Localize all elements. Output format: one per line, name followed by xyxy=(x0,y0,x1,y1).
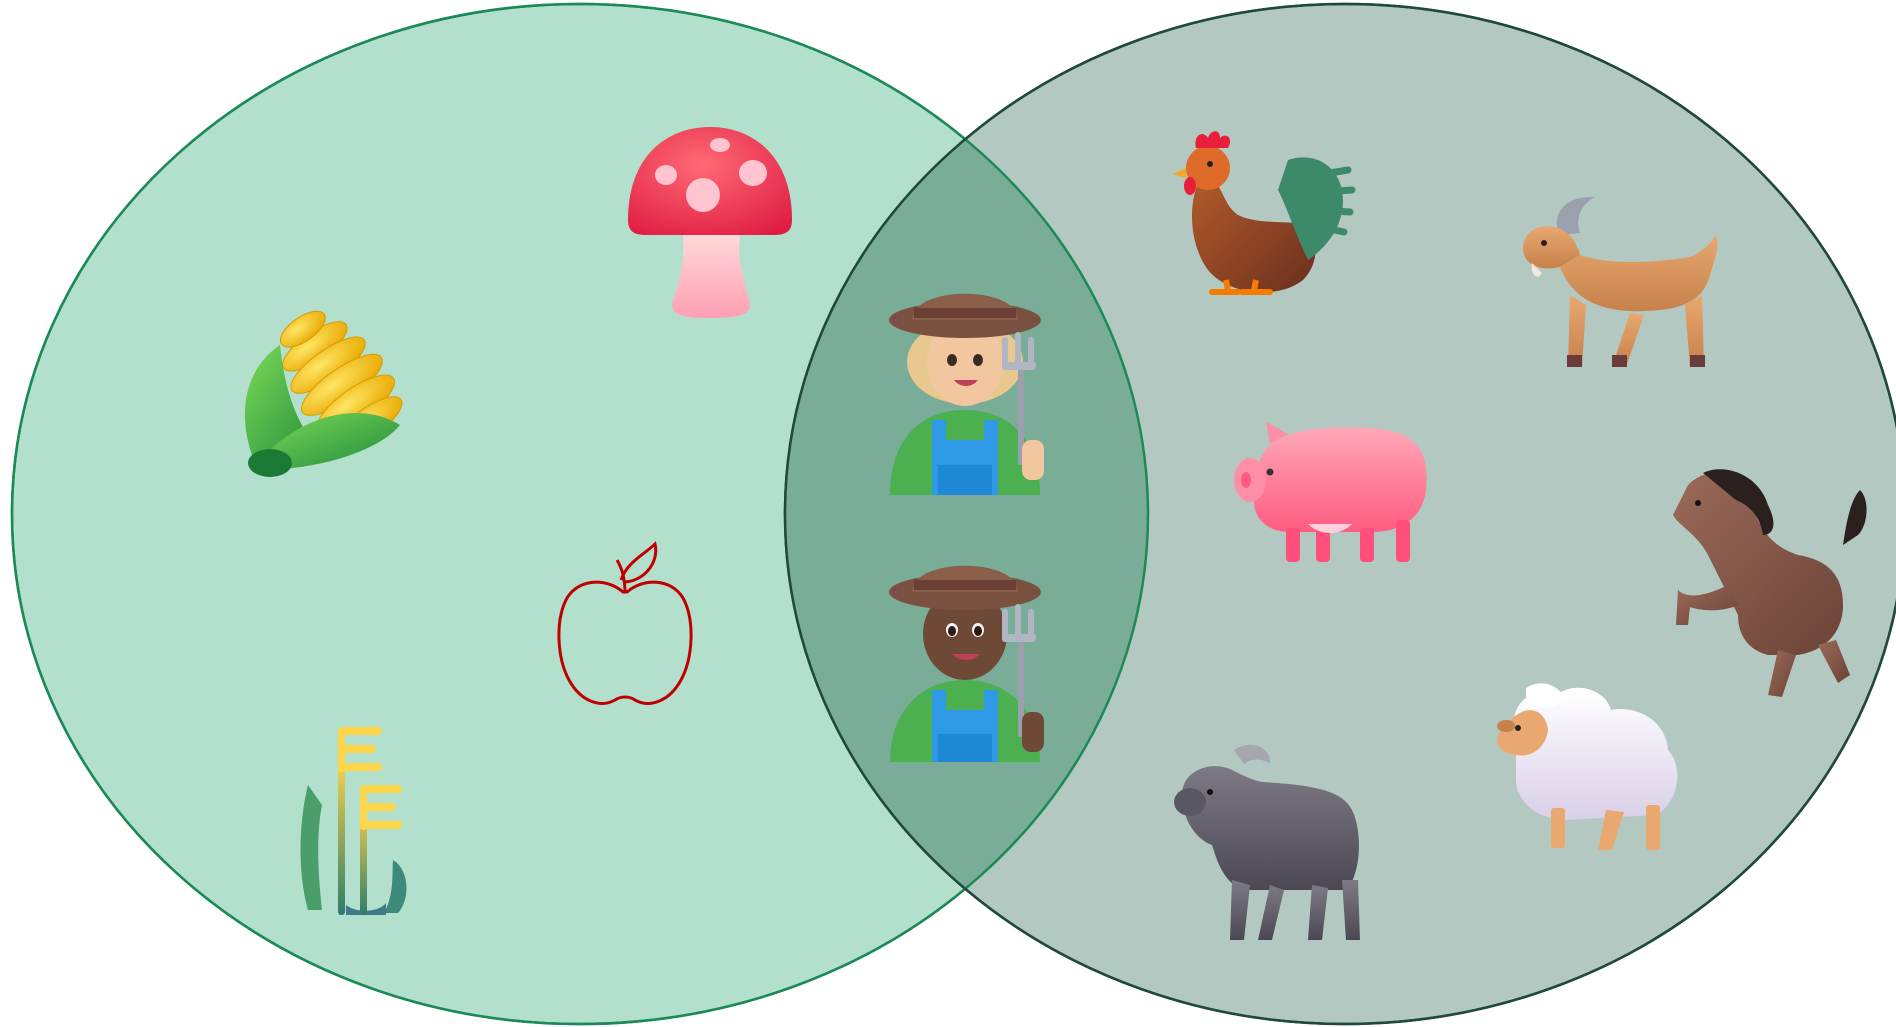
venn-diagram xyxy=(0,0,1896,1027)
venn-canvas xyxy=(0,0,1896,1027)
